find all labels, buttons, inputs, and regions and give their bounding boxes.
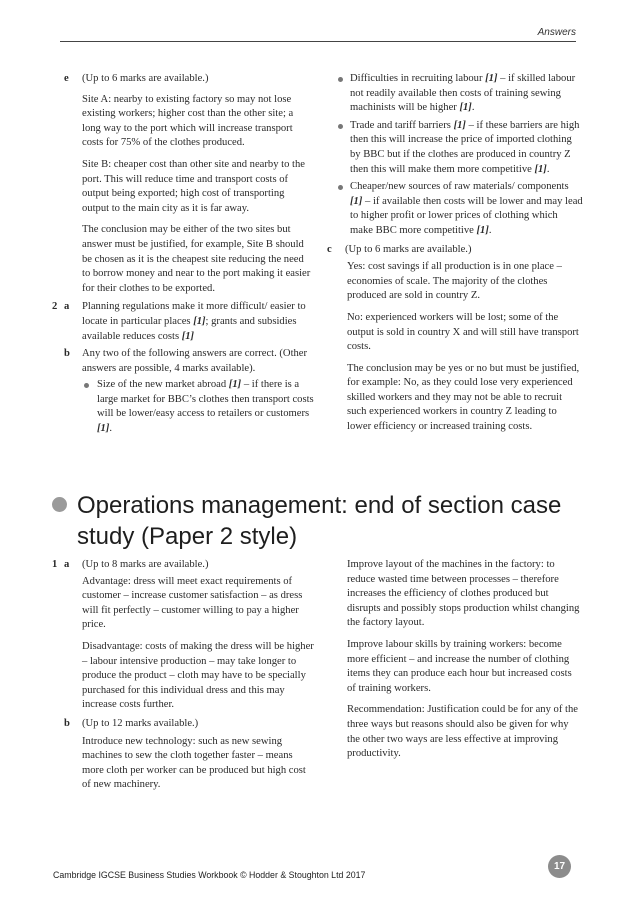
mark-label: [1]: [97, 423, 110, 435]
mark-label: [1]: [181, 330, 195, 342]
technology-paragraph: Introduce new technology: such as new sewing machines to sew the cloth together faster – means more cloth per worker can be produced but high cost of new machinery.: [82, 735, 306, 791]
answer-2a-text: Planning regulations make it more difficult/ easier to locate in particular places [1]; grants and subsidies available reduces costs [1]: [82, 301, 306, 342]
answer-1a: [52, 558, 314, 573]
item-c-heading: (Up to 6 marks are available.): [345, 243, 472, 255]
answer-2b: [64, 347, 314, 376]
item-letter-e: e: [64, 73, 69, 84]
bullet-item: Cheaper/new sources of raw materials/ components [1] – if available then costs will be lower and may lead to higher profit or lower prices of clothing which make BBC more competitive [1].: [337, 180, 583, 238]
conclusion-paragraph: The conclusion may be either of the two sites but answer must be justified, for example, Site B should be chosen as it is the cheapest site reducing the need to borrow money and near to the port making it easier for their clothes to be exported.: [82, 224, 311, 294]
item-letter-c: c: [327, 243, 332, 255]
answer-1b: [64, 717, 314, 732]
yes-paragraph: Yes: cost savings if all production is in one place – economies of scale. The majority of the clothes produced are sold in country Z.: [347, 261, 562, 302]
question-number-1: 1: [52, 559, 58, 570]
conclusion-paragraph: The conclusion may be yes or no but must be justified, for example: No, as they could lose very experienced skilled workers and they may not be able to recruit such experienced workers in country Z leading to lower efficiency or increased training costs.: [347, 362, 580, 433]
section-heading: [52, 490, 592, 552]
site-a-paragraph: Site A: nearby to existing factory so may not lose existing workers; higher cost than the other site; a long way to the port which will increase transport costs for 75% of the clothes produced.: [82, 93, 294, 149]
answer-2b-bullets-continued: [337, 72, 583, 239]
no-paragraph: No: experienced workers will be lost; some of the output is sold in country X and will still have transport costs.: [347, 311, 579, 353]
question-number-2: 2: [52, 301, 58, 313]
bullet-item: Difficulties in recruiting labour [1] – if skilled labour not readily available then costs of training sewing machinists will be higher [1].: [337, 72, 583, 116]
item-e-heading: (Up to 6 marks are available.): [82, 73, 209, 84]
bullet-item: Size of the new market abroad [1] – if there is a large market for BBC’s clothes then transport costs will be lower/easy access to retailers or customers [1].: [82, 378, 314, 436]
answer-1e: [64, 72, 314, 87]
mark-label: [1]: [476, 224, 489, 236]
mark-label: [1]: [228, 379, 242, 391]
mark-label: [1]: [453, 119, 466, 131]
answer-2b-text: Any two of the following answers are correct. (Other answers are possible, 4 marks available).: [82, 348, 308, 374]
layout-paragraph: Improve layout of the machines in the factory: to reduce wasted time between processes – therefore increases the efficiency of clothes produced but disrupts and possibly stops production whilst changing the factory layout.: [347, 559, 580, 629]
mark-label: [1]: [350, 195, 363, 207]
item-letter-b: b: [64, 348, 70, 360]
answer-2a: [52, 300, 314, 344]
footer-copyright: Cambridge IGCSE Business Studies Workbook © Hodder & Stoughton Ltd 2017: [53, 870, 366, 880]
right-bottom-column: [347, 558, 583, 769]
section-title: Operations management: end of section case study (Paper 2 style): [77, 492, 562, 550]
mark-label: [1]: [534, 163, 547, 175]
disadvantage-paragraph: Disadvantage: costs of making the dress will be higher – labour intensive production – may take longer to produce the product – cloth may have to be specially purchased for this individual dress and this may increase costs further.: [82, 640, 314, 711]
answer-2c: [327, 243, 573, 258]
mark-label: [1]: [193, 315, 206, 327]
page-number-badge: 17: [548, 855, 571, 878]
item-letter-a: a: [64, 301, 70, 313]
item-b-heading: (Up to 12 marks available.): [82, 717, 199, 729]
running-header: Answers: [537, 27, 576, 38]
labour-paragraph: Improve labour skills by training workers: become more efficient – and increase the number of clothing items they can produce each hour but increased costs of training workers.: [347, 638, 572, 694]
answer-2b-bullets: [82, 378, 314, 436]
advantage-paragraph: Advantage: dress will meet exact requirements of customer – increase customer satisfaction – as dress will fit perfectly – customer willing to pay a higher price.: [82, 575, 303, 631]
item-letter-a: a: [64, 559, 70, 570]
bullet-item: Trade and tariff barriers [1] – if these barriers are high then this will increase the price of imported clothing by BBC but if the clothes are produced in country Z then this will make them more competitive [1].: [337, 119, 583, 177]
item-a-heading: (Up to 8 marks are available.): [82, 559, 209, 570]
mark-label: [1]: [485, 73, 498, 84]
item-letter-b: b: [64, 717, 70, 729]
left-top-column: [52, 72, 314, 441]
right-top-column: [327, 72, 583, 442]
recommendation-paragraph: Recommendation: Justification could be for any of the three ways but reasons should also be given for why the other two ways are less effective at improving productivity.: [347, 704, 578, 760]
left-bottom-column: [52, 558, 314, 800]
bullet-dot-icon: [52, 497, 67, 512]
header-divider: [60, 41, 576, 42]
mark-label: [1]: [459, 102, 472, 114]
site-b-paragraph: Site B: cheaper cost than other site and nearby to the port. This will reduce time and transport costs of output being exported; high cost of transporting output to the main city as it is far away.: [82, 158, 305, 214]
